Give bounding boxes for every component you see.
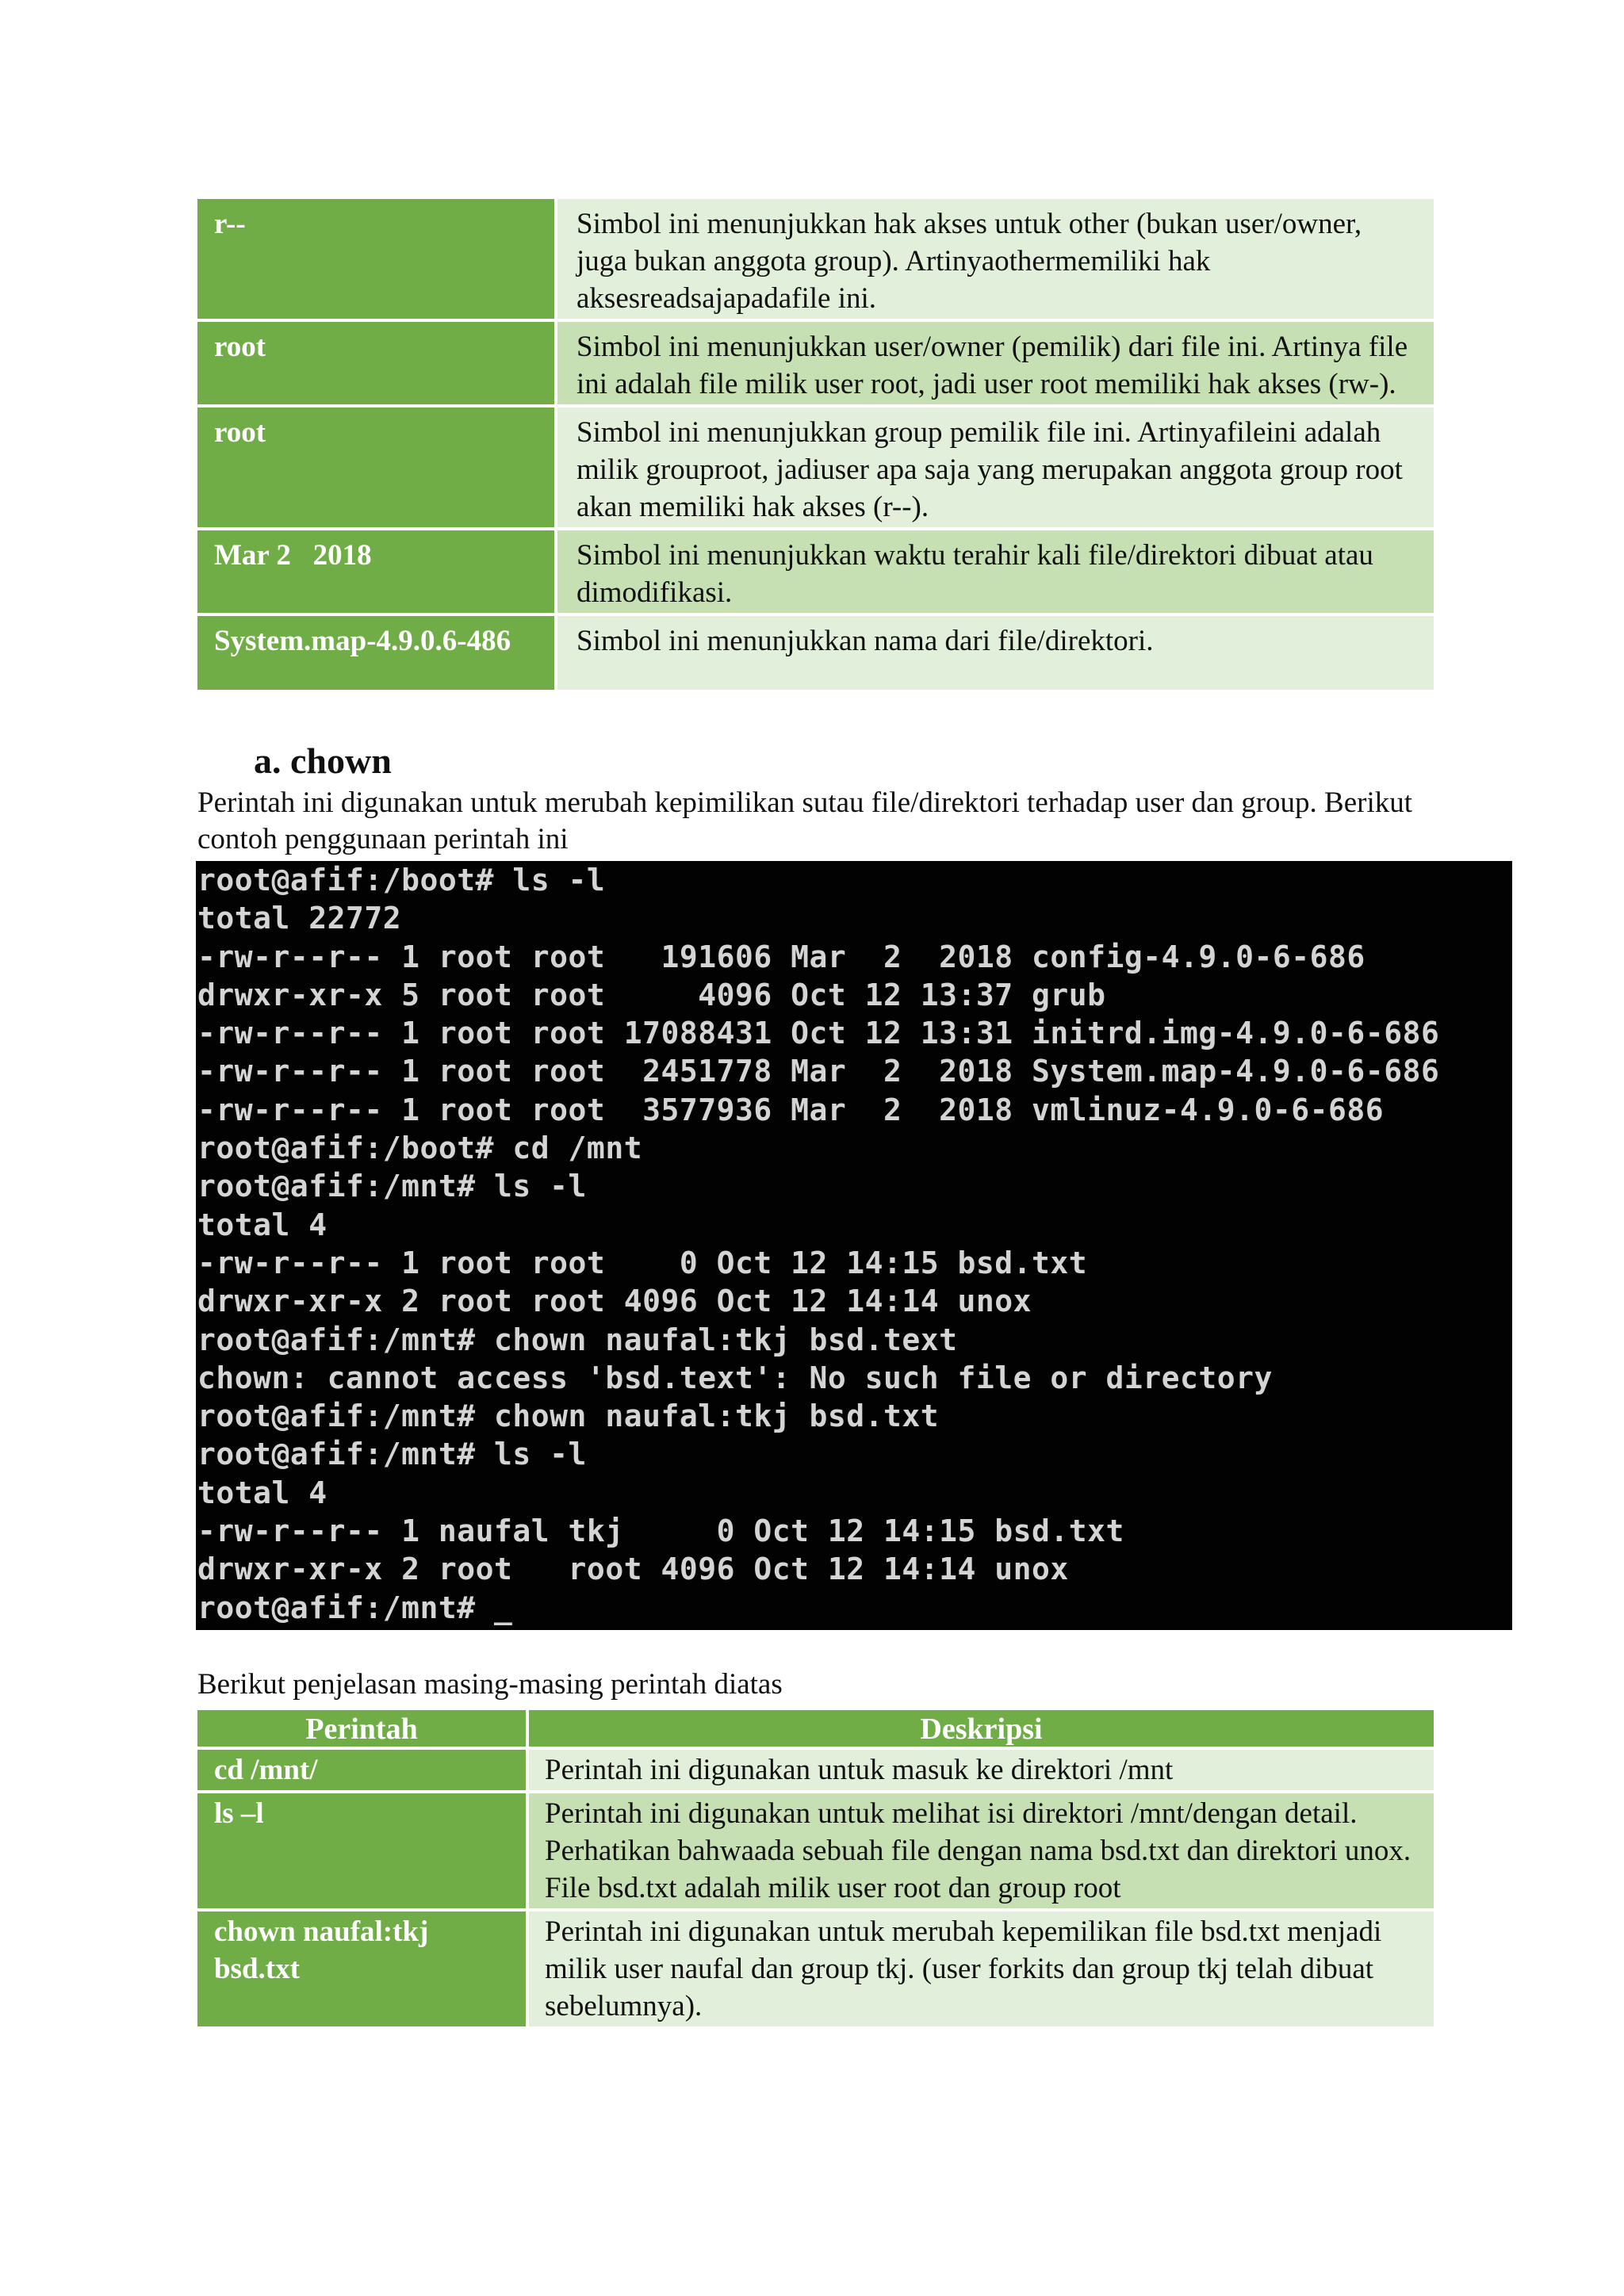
terminal-screenshot bbox=[196, 861, 1512, 1630]
table-row bbox=[197, 530, 1434, 613]
table-header-row bbox=[197, 1710, 1434, 1747]
terminal-line: total 4 bbox=[197, 1475, 327, 1510]
terminal-line: -rw-r--r-- 1 root root 17088431 Oct 12 13:31 initrd.img-4.9.0-6-686 bbox=[197, 1016, 1440, 1051]
row-value: Simbol ini menunjukkan group pemilik file ini. Artinyafileini adalah milik grouproot, jadiuser apa saja yang merupakan anggota group root akan memiliki hak akses (r--). bbox=[557, 408, 1434, 527]
terminal-line: root@afif:/boot# ls -l bbox=[197, 863, 606, 897]
terminal-line: root@afif:/mnt# chown naufal:tkj bsd.text bbox=[197, 1322, 958, 1357]
row-value: Simbol ini menunjukkan hak akses untuk other (bukan user/owner, juga bukan anggota group). Artinyaothermemiliki hak aksesreadsajapadafile ini. bbox=[557, 199, 1434, 319]
table-caption: Berikut penjelasan masing-masing perintah diatas bbox=[197, 1668, 783, 1701]
row-value: Perintah ini digunakan untuk merubah kepemilikan file bsd.txt menjadi milik user naufal dan group tkj. (user forkits dan group tkj telah dibuat sebelumnya). bbox=[529, 1911, 1434, 2026]
table-row bbox=[197, 1793, 1434, 1908]
row-key: r-- bbox=[197, 199, 557, 319]
row-key: chown naufal:tkj bsd.txt bbox=[197, 1911, 529, 2026]
terminal-line: root@afif:/mnt# chown naufal:tkj bsd.txt bbox=[197, 1399, 940, 1434]
terminal-line: -rw-r--r-- 1 root root 191606 Mar 2 2018 config-4.9.0-6-686 bbox=[197, 939, 1365, 974]
section-heading: a. chown bbox=[254, 740, 392, 781]
row-value: Simbol ini menunjukkan waktu terahir kali file/direktori dibuat atau dimodifikasi. bbox=[557, 530, 1434, 613]
table-row bbox=[197, 1911, 1434, 2026]
terminal-line: chown: cannot access 'bsd.text': No such file or directory bbox=[197, 1360, 1273, 1395]
terminal-line: root@afif:/mnt# _ bbox=[197, 1590, 513, 1625]
row-value: Simbol ini menunjukkan user/owner (pemilik) dari file ini. Artinya file ini adalah file milik user root, jadi user root memiliki hak akses (rw-). bbox=[557, 322, 1434, 404]
permission-explanation-table bbox=[197, 196, 1434, 693]
terminal-line: -rw-r--r-- 1 naufal tkj 0 Oct 12 14:15 bsd.txt bbox=[197, 1513, 1124, 1549]
table-row bbox=[197, 616, 1434, 690]
terminal-line: -rw-r--r-- 1 root root 3577936 Mar 2 2018 vmlinuz-4.9.0-6-686 bbox=[197, 1092, 1385, 1127]
terminal-line: drwxr-xr-x 2 root root 4096 Oct 12 14:14 unox bbox=[197, 1552, 1069, 1587]
table-row bbox=[197, 1750, 1434, 1790]
terminal-line: root@afif:/boot# cd /mnt bbox=[197, 1131, 643, 1166]
terminal-line: drwxr-xr-x 5 root root 4096 Oct 12 13:37 grub bbox=[197, 977, 1106, 1012]
row-key: ls –l bbox=[197, 1793, 529, 1908]
command-description-table bbox=[197, 1707, 1434, 2030]
row-key: System.map-4.9.0.6-486 bbox=[197, 616, 557, 690]
terminal-line: drwxr-xr-x 2 root root 4096 Oct 12 14:14 unox bbox=[197, 1284, 1032, 1319]
terminal-line: total 4 bbox=[197, 1207, 327, 1242]
row-key: root bbox=[197, 322, 557, 404]
terminal-line: -rw-r--r-- 1 root root 0 Oct 12 14:15 bsd.txt bbox=[197, 1245, 1088, 1280]
row-key: root bbox=[197, 408, 557, 527]
table-row bbox=[197, 322, 1434, 404]
terminal-line: root@afif:/mnt# ls -l bbox=[197, 1437, 587, 1472]
table-row bbox=[197, 199, 1434, 319]
row-key: Mar 2 2018 bbox=[197, 530, 557, 613]
column-header-command: Perintah bbox=[197, 1710, 529, 1747]
section-paragraph: Perintah ini digunakan untuk merubah kepimilikan sutau file/direktori terhadap user dan group. Berikut contoh penggunaan perintah ini bbox=[197, 786, 1413, 855]
row-value: Perintah ini digunakan untuk melihat isi direktori /mnt/dengan detail. Perhatikan bahwaada sebuah file dengan nama bsd.txt dan direktori unox. File bsd.txt adalah milik user root dan group root bbox=[529, 1793, 1434, 1908]
terminal-line: root@afif:/mnt# ls -l bbox=[197, 1169, 587, 1204]
row-value: Simbol ini menunjukkan nama dari file/direktori. bbox=[557, 616, 1434, 690]
row-key: cd /mnt/ bbox=[197, 1750, 529, 1790]
terminal-line: -rw-r--r-- 1 root root 2451778 Mar 2 2018 System.map-4.9.0-6-686 bbox=[197, 1054, 1440, 1089]
table-row bbox=[197, 408, 1434, 527]
row-value: Perintah ini digunakan untuk masuk ke direktori /mnt bbox=[529, 1750, 1434, 1790]
terminal-line: total 22772 bbox=[197, 901, 402, 936]
column-header-description: Deskripsi bbox=[529, 1710, 1434, 1747]
